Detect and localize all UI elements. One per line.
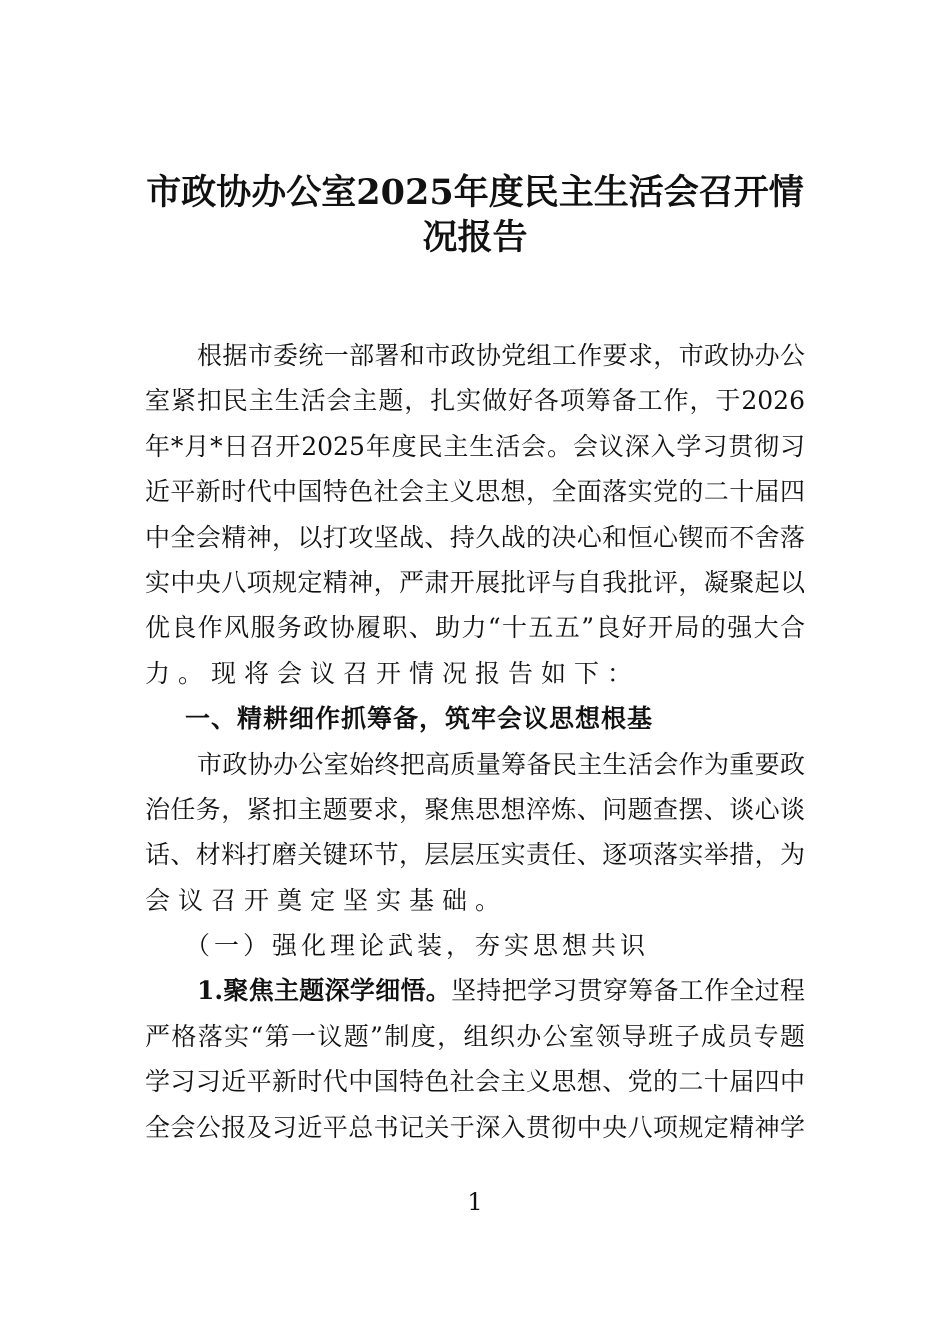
paragraph-line: 室紧扣民主生活会主题，扎实做好各项筹备工作，于2026 <box>145 386 805 416</box>
document-body <box>145 333 805 1150</box>
document-title-line-2: 况报告 <box>422 217 528 258</box>
paragraph-line: 话、材料打磨关键环节，层层压实责任、逐项落实举措，为 <box>145 840 805 870</box>
item-text: 坚持把学习贯穿筹备工作全过程 <box>451 976 805 1006</box>
paragraph-line: 全会公报及习近平总书记关于深入贯彻中央八项规定精神学 <box>145 1112 805 1142</box>
section-heading: 一、精耕细作抓筹备，筑牢会议思想根基 <box>185 704 654 734</box>
paragraph-line: 力。现将会议召开情况报告如下： <box>145 658 641 688</box>
paragraph-line: 根据市委统一部署和市政协党组工作要求，市政协办公 <box>197 341 805 370</box>
paragraph-line: 学习习近平新时代中国特色社会主义思想、党的二十届四中 <box>145 1067 805 1097</box>
paragraph-line <box>145 968 805 1013</box>
paragraph-line: 年*月*日召开2025年度民主生活会。会议深入学习贯彻习 <box>145 431 805 461</box>
paragraph-line: 优良作风服务政协履职、助力“十五五”良好开局的强大合 <box>145 613 805 643</box>
subsection-heading: （一）强化理论武装，夯实思想共识 <box>185 931 650 961</box>
page-number: 1 <box>467 1188 483 1216</box>
paragraph-line: 会议召开奠定坚实基础。 <box>145 885 509 915</box>
paragraph-line: 实中央八项规定精神，严肃开展批评与自我批评，凝聚起以 <box>145 567 805 597</box>
paragraph-line: 中全会精神，以打攻坚战、持久战的决心和恒心锲而不舍落 <box>145 522 805 552</box>
paragraph-line: 近平新时代中国特色社会主义思想，全面落实党的二十届四 <box>145 477 805 507</box>
paragraph-line: 市政协办公室始终把高质量筹备民主生活会作为重要政 <box>197 749 805 779</box>
item-lead: 1.聚焦主题深学细悟。 <box>197 976 452 1006</box>
paragraph-line: 严格落实“第一议题”制度，组织办公室领导班子成员专题 <box>145 1021 805 1051</box>
paragraph-line: 治任务，紧扣主题要求，聚焦思想淬炼、问题查摆、谈心谈 <box>145 794 805 824</box>
document-title-line-1: 市政协办公室2025年度民主生活会召开情 <box>146 172 804 213</box>
